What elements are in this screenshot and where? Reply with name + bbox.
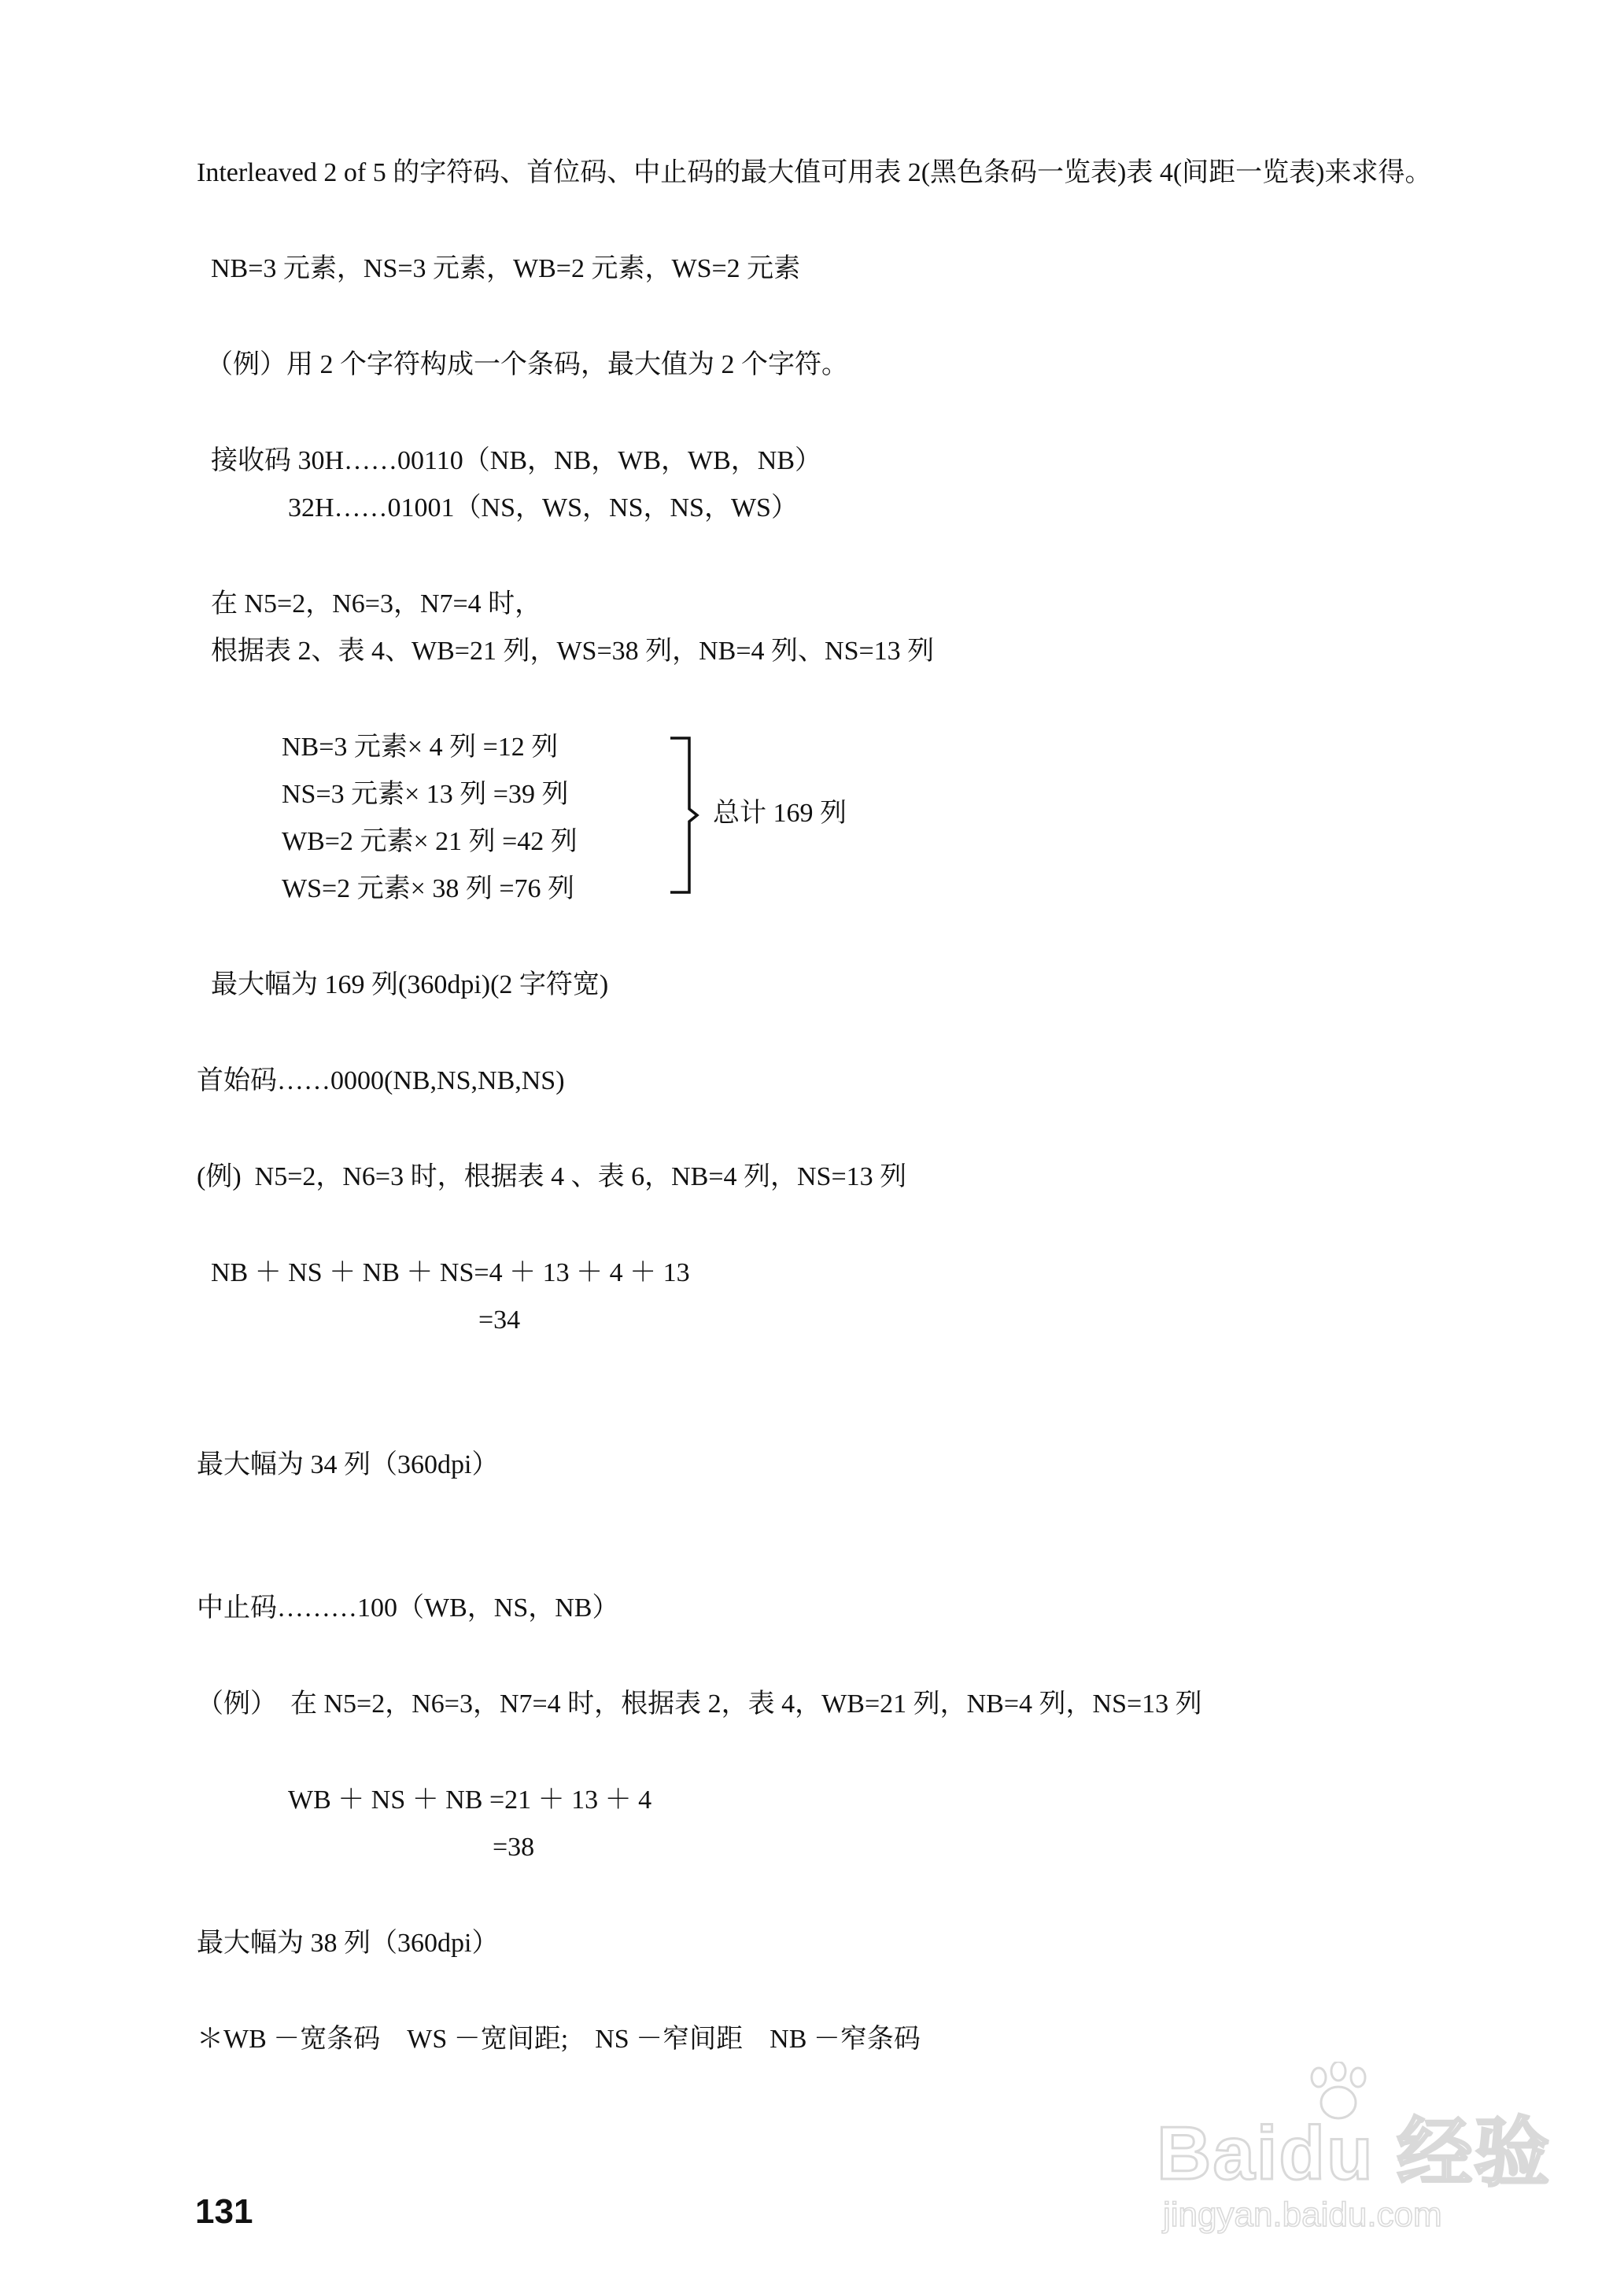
max-width-34: 最大幅为 34 列（360dpi） [197, 1450, 499, 1479]
stop-code-sum: WB ＋ NS ＋ NB =21 ＋ 13 ＋ 4 [288, 1785, 652, 1815]
stop-code-sum-result: =38 [493, 1833, 535, 1862]
example-two-characters: （例）用 2 个字符构成一个条码，最大值为 2 个字符。 [206, 350, 848, 379]
page-number: 131 [195, 2192, 253, 2231]
calc-ns: NS=3 元素× 13 列 =39 列 [282, 780, 569, 809]
watermark-brand: Baidu 经验 [1157, 2111, 1552, 2195]
element-counts: NB=3 元素，NS=3 元素，WB=2 元素，WS=2 元素 [211, 254, 801, 283]
stop-code: 中止码………100（WB，NS，NB） [197, 1593, 619, 1623]
max-width-169: 最大幅为 169 列(360dpi)(2 字符宽) [211, 970, 609, 999]
watermark-url: jingyan.baidu.com [1163, 2195, 1442, 2234]
receive-code-32h: 32H……01001（NS，WS，NS，NS，WS） [288, 493, 798, 522]
condition-n5-n6-n7: 在 N5=2，N6=3，N7=4 时， [211, 589, 542, 618]
start-code-sum-result: =34 [478, 1305, 521, 1335]
receive-code-30h: 接收码 30H……00110（NB，NB，WB，WB，NB） [211, 446, 822, 475]
start-code-sum: NB ＋ NS ＋ NB ＋ NS=4 ＋ 13 ＋ 4 ＋ 13 [211, 1258, 690, 1287]
start-code: 首始码……0000(NB,NS,NB,NS) [197, 1066, 565, 1095]
baidu-jingyan-watermark [1157, 2062, 1552, 2243]
calc-nb: NB=3 元素× 4 列 =12 列 [282, 733, 559, 762]
calc-ws: WS=2 元素× 38 列 =76 列 [282, 874, 575, 903]
max-width-38: 最大幅为 38 列（360dpi） [197, 1929, 499, 1958]
right-brace [669, 737, 700, 894]
intro-paragraph: Interleaved 2 of 5 的字符码、首位码、中止码的最大值可用表 2(黑色条码一览表)表 4(间距一览表)来求得。 [197, 158, 1432, 187]
total-columns: 总计 169 列 [713, 799, 847, 828]
start-code-example: (例) N5=2，N6=3 时，根据表 4 、表 6，NB=4 列，NS=13 列 [197, 1162, 907, 1191]
legend-footnote: ＊WB －宽条码 WS －宽间距; NS －窄间距 NB －窄条码 [197, 2025, 921, 2054]
table-lookup-result: 根据表 2、表 4、WB=21 列，WS=38 列，NB=4 列、NS=13 列 [211, 637, 935, 666]
stop-code-example: （例） 在 N5=2，N6=3，N7=4 时，根据表 2，表 4，WB=21 列，NB=4 列，NS=13 列 [197, 1689, 1202, 1719]
calc-wb: WB=2 元素× 21 列 =42 列 [282, 827, 578, 856]
